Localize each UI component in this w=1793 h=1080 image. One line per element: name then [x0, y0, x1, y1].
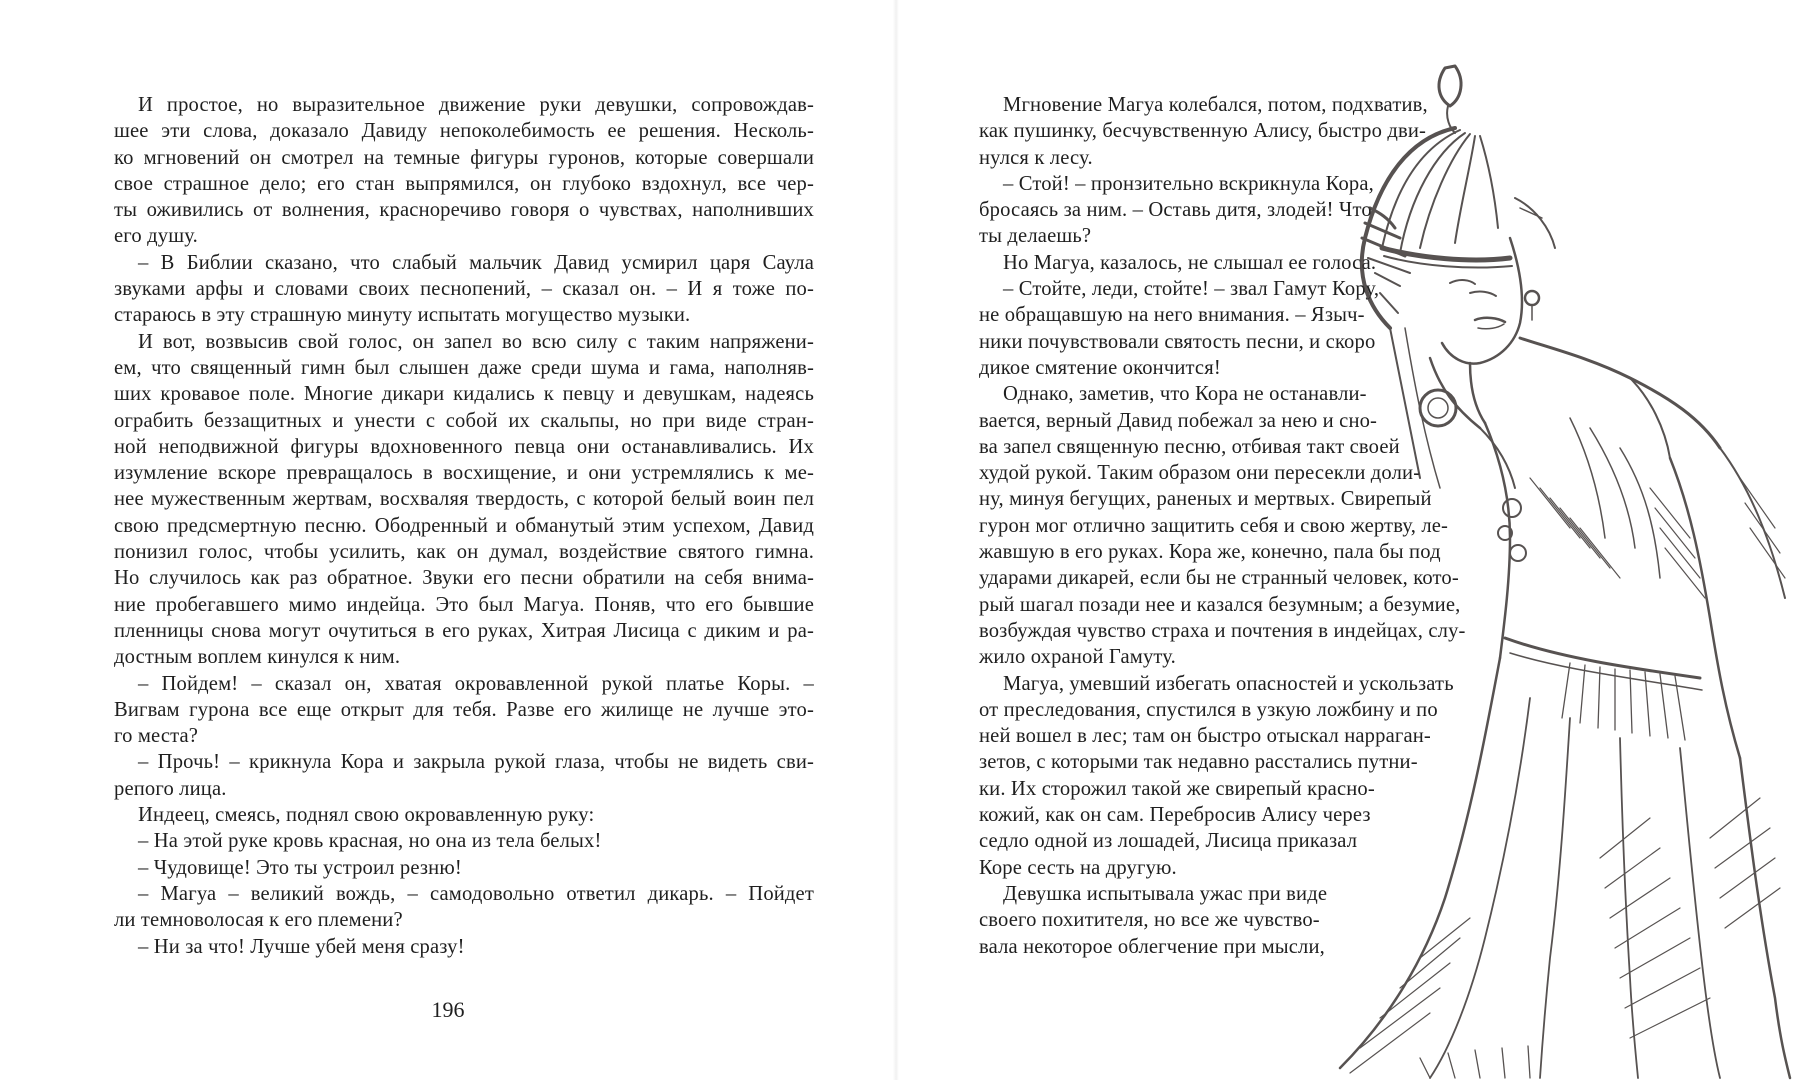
- text-line: Но Магуа, казалось, не слышал ее голоса.: [1003, 251, 1377, 274]
- text-line: рый шагал позади нее и казался безумным; а безумие,: [979, 593, 1461, 616]
- text-line: вается, верный Давид побежал за нею и сно-: [979, 409, 1378, 432]
- text-line: ва запел священную песню, отбивая такт своей: [979, 435, 1400, 458]
- text-line: понизил голос, чтобы усилить, как он думал, воздействие святого гимна.: [114, 541, 814, 564]
- text-line: звуками арфы и словами своих песнопений, – сказал он. – И я тоже по-: [114, 278, 814, 301]
- text-line: от преследования, спустился в узкую ложбину и по: [979, 698, 1438, 721]
- text-line: ты делаешь?: [979, 225, 1092, 248]
- text-line: – Пойдем! – сказал он, хватая окровавленной рукой платье Коры. –: [138, 672, 814, 695]
- text-line: шее эти слова, доказало Давиду непоколебимость ее решения. Несколь-: [114, 120, 814, 143]
- text-line: гурон мог отлично защитить себя и свою жертву, ле-: [979, 514, 1449, 537]
- page-number: 196: [431, 997, 465, 1022]
- text-line: И простое, но выразительное движение руки девушки, сопровождав-: [138, 94, 814, 116]
- text-line: Мгновение Магуа колебался, потом, подхватив,: [1003, 94, 1428, 116]
- text-line: И вот, возвысив свой голос, он запел во всю силу с таким напряжени-: [138, 330, 814, 353]
- text-line: Но случилось как раз обратное. Звуки его песни обратили на себя внима-: [114, 567, 814, 590]
- text-line: – Ни за что! Лучше убей меня сразу!: [138, 935, 465, 958]
- text-line: ки. Их сторожил такой же свирепый красно-: [979, 777, 1375, 800]
- text-line: ней вошел в лес; там он быстро отыскал нарраган-: [979, 725, 1431, 748]
- text-line: ко мгновений он смотрел на темные фигуры гуронов, которые совершали: [114, 146, 814, 169]
- text-line: Вигвам гурона все еще открыт для тебя. Разве его жилище не лучше это-: [114, 698, 814, 721]
- text-line: бросаясь за ним. – Оставь дитя, злодей! Что: [979, 199, 1372, 222]
- text-line: ших кровавое поле. Многие дикари кидались к певцу и девушкам, надеясь: [114, 383, 814, 406]
- text-line: ники почувствовали святость песни, и скоро: [979, 330, 1376, 353]
- text-line: свое страшное дело; его стан выпрямился, он глубоко вздохнул, все чер-: [114, 172, 814, 195]
- text-line: го места?: [114, 725, 199, 748]
- text-line: нее мужественным жертвам, восхваляя твердость, с которой белый воин пел: [114, 488, 814, 511]
- text-line: не обращавшую на него внимания. – Языч-: [979, 304, 1365, 327]
- text-line: зетов, с которыми так недавно расстались путни-: [979, 751, 1418, 774]
- text-line: Однако, заметив, что Кора не останавли-: [1003, 383, 1367, 406]
- text-line: ты оживились от волнения, красноречиво говоря о чувствах, наполнивших: [114, 199, 814, 222]
- text-line: ние пробегавшего мимо индейца. Это был Магуа. Поняв, что его бывшие: [114, 593, 814, 616]
- text-line: седло одной из лошадей, Лисица приказал: [979, 830, 1358, 853]
- text-line: достным воплем кинулся к ним.: [114, 646, 401, 669]
- text-line: – Стой! – пронзительно вскрикнула Кора,: [1003, 172, 1374, 195]
- text-line: свою предсмертную песню. Ободренный и обманутый этим успехом, Давид: [114, 514, 814, 537]
- text-line: пленницы снова могут очутиться в его руках, Хитрая Лисица с диким и ра-: [114, 619, 814, 642]
- text-line: как пушинку, бесчувственную Алису, быстро дви-: [979, 120, 1427, 143]
- text-line: жавшую в его руках. Кора же, конечно, пала бы под: [979, 541, 1441, 564]
- text-line: Коре сесть на другую.: [979, 856, 1177, 879]
- text-line: своего похитителя, но все же чувство-: [979, 909, 1320, 932]
- text-line: репого лица.: [114, 777, 227, 800]
- text-line: кожий, как он сам. Перебросив Алису через: [979, 804, 1371, 827]
- text-line: худой рукой. Таким образом они пересекли доли-: [979, 462, 1421, 485]
- text-line: ной неподвижной фигуры вдохновенного певца они останавливались. Их: [114, 435, 814, 458]
- text-line: – Магуа – великий вождь, – самодовольно ответил дикарь. – Пойдет: [138, 882, 814, 905]
- text-line: стараюсь в эту страшную минуту испытать могущество музыки.: [114, 304, 691, 327]
- text-line: ударами дикарей, если бы не странный человек, кото-: [979, 567, 1459, 590]
- text-line: – Чудовище! Это ты устроил резню!: [138, 856, 462, 879]
- text-line: изумление вскоре превращалось в восхищение, и они устремлялись к ме-: [114, 462, 814, 485]
- text-line: возбуждая чувство страха и почтения в индейцах, слу-: [979, 619, 1466, 642]
- text-line: – На этой руке кровь красная, но она из тела белых!: [138, 830, 602, 853]
- text-line: – В Библии сказано, что слабый мальчик Давид усмирил царя Саула: [138, 251, 814, 274]
- text-line: жило охраной Гамуту.: [979, 646, 1176, 669]
- text-line: ем, что священный гимн был слышен даже среди шума и гама, наполняв-: [114, 356, 814, 379]
- text-line: Девушка испытывала ужас при виде: [1003, 882, 1328, 905]
- left-page: [0, 0, 896, 1080]
- text-line: Индеец, смеясь, поднял свою окровавленную руку:: [138, 804, 595, 827]
- text-line: его душу.: [114, 225, 198, 248]
- text-line: ли темноволосая к его племени?: [114, 909, 403, 932]
- left-page-text: [114, 92, 814, 960]
- text-line: вала некоторое облегчение при мысли,: [979, 935, 1325, 958]
- text-line: дикое смятение окончится!: [979, 356, 1221, 379]
- text-line: ограбить беззащитных и унести с собой их скальпы, но при виде стран-: [114, 409, 814, 432]
- indian-warrior-pencil-sketch-icon: [1270, 58, 1793, 1080]
- text-line: нулся к лесу.: [979, 146, 1093, 169]
- text-line: ну, минуя бегущих, раненых и мертвых. Свирепый: [979, 488, 1432, 511]
- text-line: Магуа, умевший избегать опасностей и ускользать: [1003, 672, 1454, 695]
- text-line: – Стойте, леди, стойте! – звал Гамут Кору,: [1003, 278, 1380, 301]
- text-line: – Прочь! – крикнула Кора и закрыла рукой глаза, чтобы не видеть сви-: [138, 751, 814, 774]
